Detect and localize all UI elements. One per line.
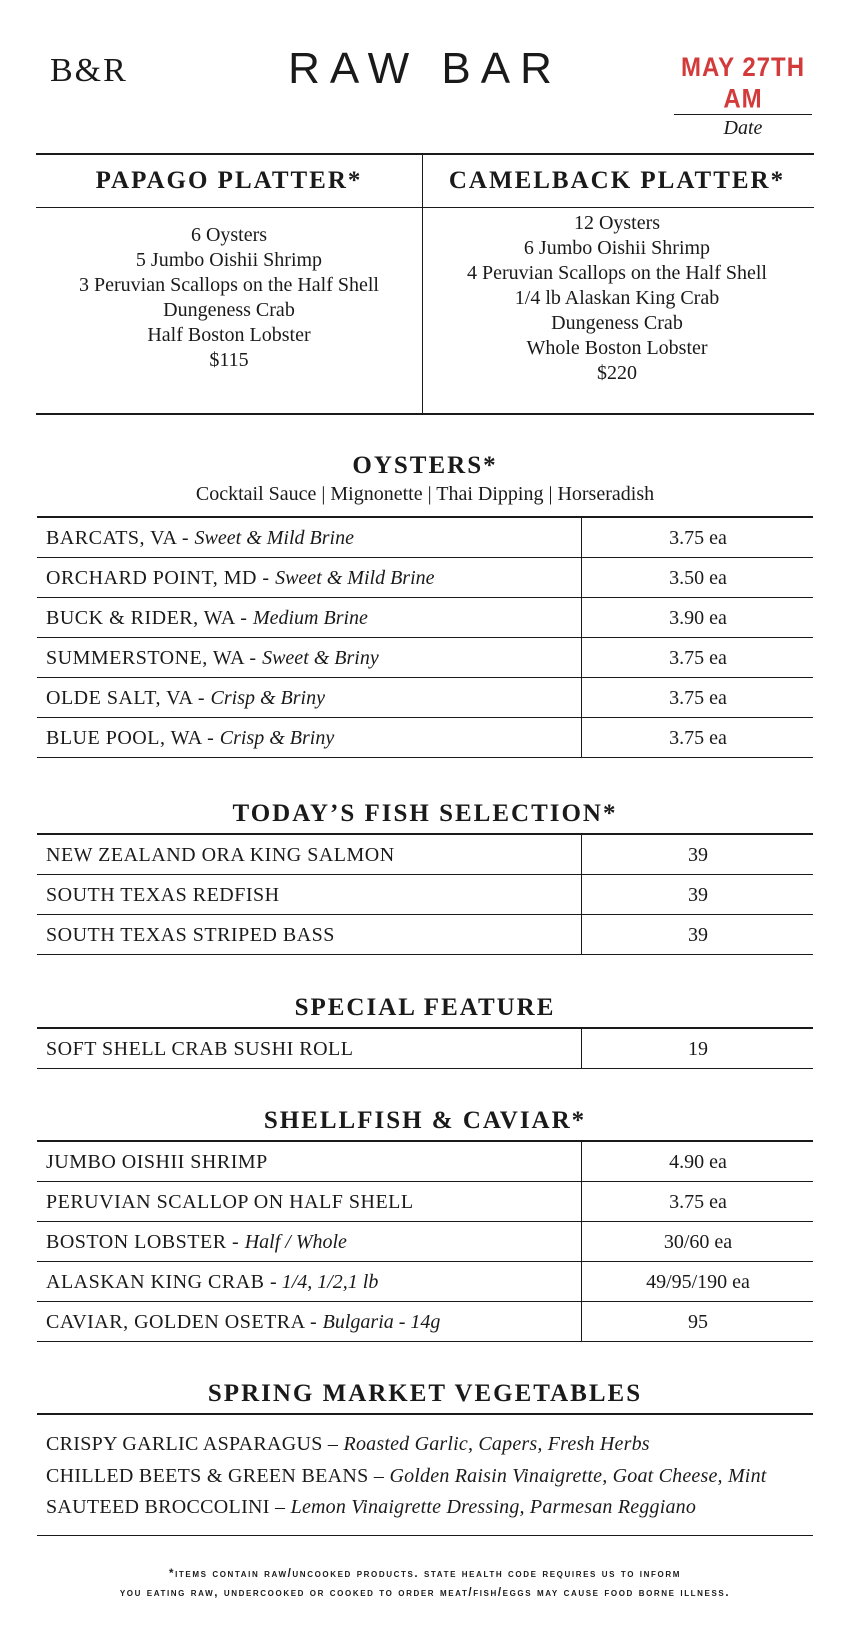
item-price: 39 (581, 875, 814, 914)
platter-item: 6 Jumbo Oishii Shrimp (523, 237, 711, 259)
table-row (37, 915, 813, 955)
item-name: BARCATS, VA (46, 527, 177, 549)
special-table (37, 1027, 813, 1069)
item-description: Sweet & Mild Brine (194, 527, 354, 549)
health-disclaimer (0, 1565, 850, 1603)
fish-selection-title: TODAY’S FISH SELECTION* (232, 800, 618, 827)
papago-platter-items (36, 223, 422, 373)
item-name: SOFT SHELL CRAB SUSHI ROLL (46, 1038, 354, 1060)
item-name: BOSTON LOBSTER (46, 1231, 227, 1253)
item-name: SAUTEED BROCCOLINI (46, 1496, 270, 1518)
camelback-platter-title: CAMELBACK PLATTER* (448, 167, 786, 194)
platter-item: 5 Jumbo Oishii Shrimp (135, 249, 323, 271)
list-item: SAUTEED BROCCOLINI – Lemon Vinaigrette Dressing, Parmesan Reggiano (46, 1496, 697, 1518)
disclaimer-line: *items contain raw/uncooked products. state health code requires us to inform (169, 1568, 681, 1580)
platter-item: Half Boston Lobster (147, 324, 311, 346)
item-price: 3.50 ea (581, 558, 814, 597)
oysters-table (37, 516, 813, 758)
vegetables-list (37, 1413, 813, 1536)
item-name-cell: SUMMERSTONE, WA - Sweet & Briny (46, 647, 379, 669)
item-price: 95 (581, 1302, 814, 1341)
item-description: Crisp & Briny (210, 687, 325, 709)
papago-platter-title: PAPAGO PLATTER* (95, 167, 363, 194)
item-price: 3.75 ea (581, 638, 814, 677)
table-row (37, 558, 813, 598)
item-name: JUMBO OISHII SHRIMP (46, 1151, 268, 1173)
oysters-title: OYSTERS* (352, 452, 498, 479)
list-item: CRISPY GARLIC ASPARAGUS – Roasted Garlic, Capers, Fresh Herbs (46, 1433, 650, 1455)
item-description: Sweet & Mild Brine (275, 567, 435, 589)
item-name: OLDE SALT, VA (46, 687, 193, 709)
item-name-cell: BUCK & RIDER, WA - Medium Brine (46, 607, 368, 629)
platter-item: 4 Peruvian Scallops on the Half Shell (467, 262, 767, 284)
date-label: Date (723, 117, 763, 139)
shellfish-table (37, 1140, 813, 1342)
list-item: CHILLED BEETS & GREEN BEANS – Golden Raisin Vinaigrette, Goat Cheese, Mint (46, 1465, 767, 1487)
platter-item: 12 Oysters (573, 212, 661, 234)
item-description: Sweet & Briny (262, 647, 379, 669)
item-description: 1/4, 1/2,1 lb (281, 1271, 379, 1293)
item-price: 39 (581, 835, 814, 874)
item-price: 3.75 ea (581, 518, 814, 557)
platter-divider (422, 155, 423, 413)
disclaimer-line: you eating raw, undercooked or cooked to order meat/fish/eggs may cause food borne illness. (119, 1587, 731, 1599)
item-name: SOUTH TEXAS STRIPED BASS (46, 924, 335, 946)
item-description: Medium Brine (252, 607, 368, 629)
platters-table (36, 153, 814, 415)
item-description: Lemon Vinaigrette Dressing, Parmesan Reggiano (290, 1496, 697, 1518)
table-row (37, 518, 813, 558)
item-name: BLUE POOL, WA (46, 727, 202, 749)
oyster-sauces: Cocktail Sauce | Mignonette | Thai Dipping | Horseradish (195, 483, 655, 505)
item-name-cell: BLUE POOL, WA - Crisp & Briny (46, 727, 335, 749)
item-price: 3.75 ea (581, 678, 814, 717)
item-name: CHILLED BEETS & GREEN BEANS (46, 1465, 369, 1487)
restaurant-logo: B&R (50, 52, 128, 89)
table-row (37, 1029, 813, 1069)
platter-price: $220 (597, 362, 637, 384)
item-name: SUMMERSTONE, WA (46, 647, 244, 669)
date-field (668, 52, 818, 140)
shellfish-title: SHELLFISH & CAVIAR* (263, 1107, 587, 1134)
table-row (37, 598, 813, 638)
date-value: MAY 27TH AM (680, 52, 806, 115)
fish-table (37, 833, 813, 955)
item-price: 3.90 ea (581, 598, 814, 637)
table-row (37, 1182, 813, 1222)
table-row (37, 678, 813, 718)
item-description: Half / Whole (244, 1231, 347, 1253)
item-name-cell: CAVIAR, GOLDEN OSETRA - Bulgaria - 14g (46, 1311, 441, 1333)
item-name-cell: OLDE SALT, VA - Crisp & Briny (46, 687, 325, 709)
item-name: ORCHARD POINT, MD (46, 567, 257, 589)
platter-header-line (36, 207, 814, 208)
platter-price: $115 (209, 349, 249, 371)
item-price: 49/95/190 ea (581, 1262, 814, 1301)
item-name: NEW ZEALAND ORA KING SALMON (46, 844, 395, 866)
platter-item: Dungeness Crab (163, 299, 295, 321)
item-name-cell: ORCHARD POINT, MD - Sweet & Mild Brine (46, 567, 435, 589)
item-description: Golden Raisin Vinaigrette, Goat Cheese, Mint (389, 1465, 767, 1487)
vegetables-title: SPRING MARKET VEGETABLES (207, 1380, 643, 1407)
item-description: Bulgaria - 14g (322, 1311, 441, 1333)
special-feature-title: SPECIAL FEATURE (294, 994, 556, 1021)
platter-item: 6 Oysters (190, 224, 268, 246)
item-price: 30/60 ea (581, 1222, 814, 1261)
item-name-cell: BOSTON LOBSTER - Half / Whole (46, 1231, 347, 1253)
item-description: Crisp & Briny (219, 727, 335, 749)
table-row (37, 1302, 813, 1342)
item-name-cell: ALASKAN KING CRAB - 1/4, 1/2,1 lb (46, 1271, 379, 1293)
item-name: ALASKAN KING CRAB (46, 1271, 265, 1293)
table-row (37, 835, 813, 875)
item-name: CAVIAR, GOLDEN OSETRA (46, 1311, 305, 1333)
table-row (37, 1262, 813, 1302)
item-price: 4.90 ea (581, 1142, 814, 1181)
item-name: CRISPY GARLIC ASPARAGUS (46, 1433, 323, 1455)
platter-item: 1/4 lb Alaskan King Crab (514, 287, 720, 309)
table-row (37, 638, 813, 678)
item-price: 39 (581, 915, 814, 954)
menu-header (0, 0, 850, 150)
camelback-platter-items (424, 211, 810, 386)
item-name: BUCK & RIDER, WA (46, 607, 235, 629)
platter-item: Whole Boston Lobster (526, 337, 708, 359)
platter-item: 3 Peruvian Scallops on the Half Shell (79, 274, 379, 296)
table-row (37, 718, 813, 758)
item-name-cell: BARCATS, VA - Sweet & Mild Brine (46, 527, 354, 549)
item-price: 19 (581, 1029, 814, 1068)
page-title: RAW BAR (288, 44, 562, 93)
table-row (37, 1222, 813, 1262)
item-price: 3.75 ea (581, 718, 814, 757)
item-name: PERUVIAN SCALLOP ON HALF SHELL (46, 1191, 414, 1213)
platter-item: Dungeness Crab (551, 312, 683, 334)
item-price: 3.75 ea (581, 1182, 814, 1221)
table-row (37, 875, 813, 915)
table-row (37, 1142, 813, 1182)
item-name: SOUTH TEXAS REDFISH (46, 884, 280, 906)
item-description: Roasted Garlic, Capers, Fresh Herbs (343, 1433, 650, 1455)
